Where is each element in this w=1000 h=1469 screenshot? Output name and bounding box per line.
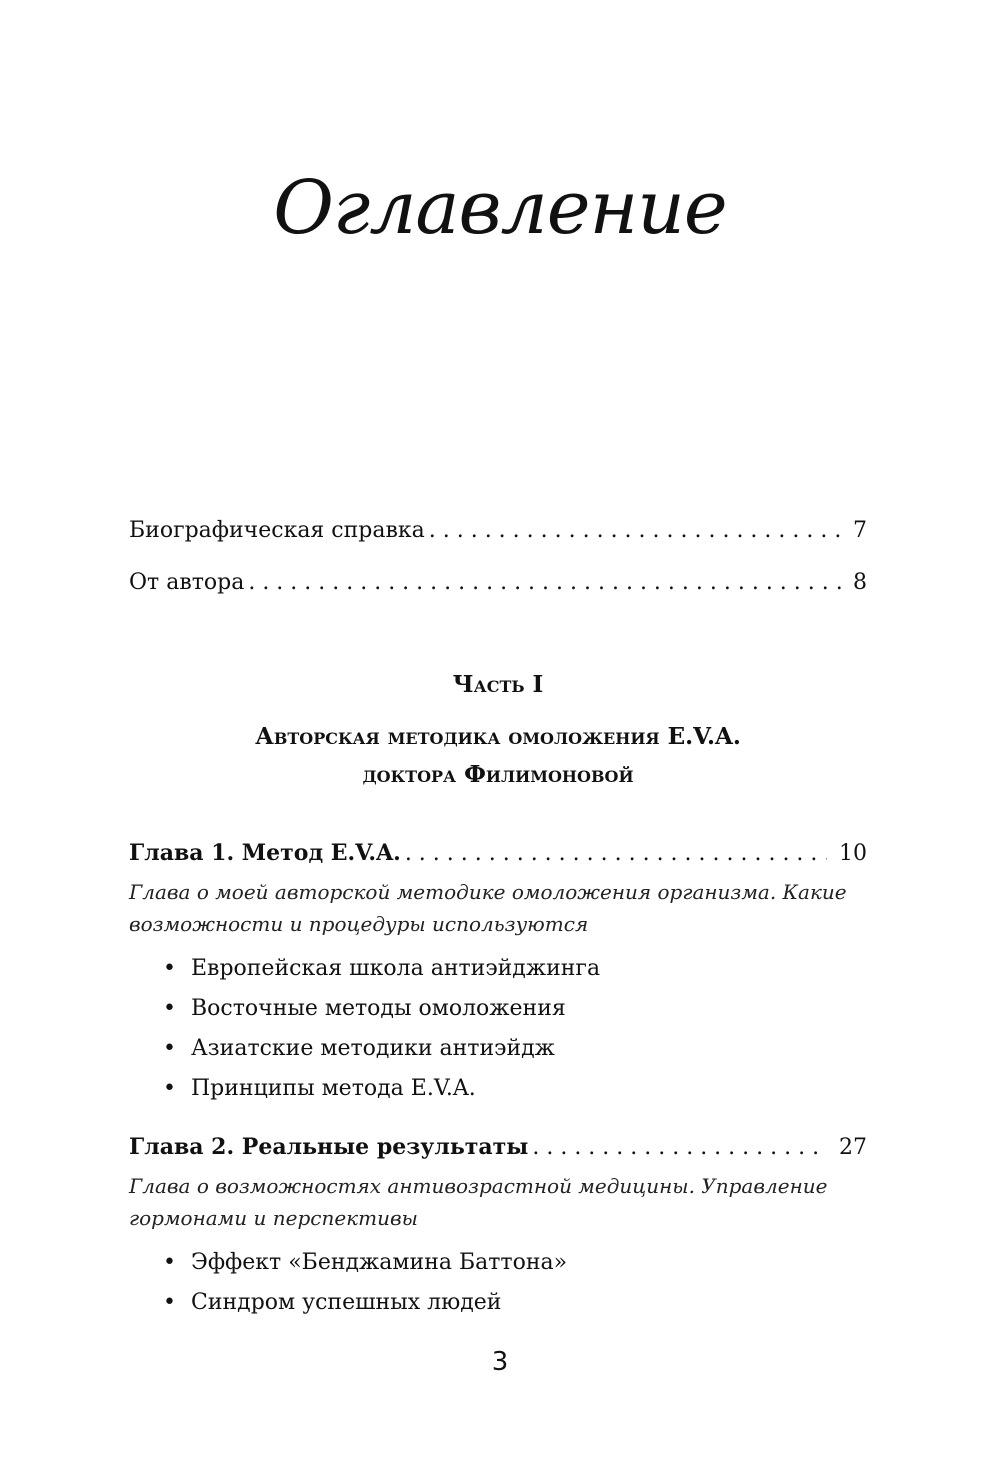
bullet-icon: • — [163, 996, 176, 1021]
list-item-text: Принципы метода E.V.A. — [191, 1076, 476, 1101]
toc-entry-chapter-2[interactable] — [129, 1128, 867, 1166]
list-item-text: Европейская школа антиэйджинга — [191, 956, 601, 981]
chapter-topics — [129, 1244, 867, 1324]
list-item — [129, 1244, 867, 1284]
page-title: Оглавление — [273, 165, 727, 251]
bullet-icon: • — [163, 1076, 176, 1101]
bullet-icon: • — [163, 1250, 176, 1275]
list-item — [129, 1284, 867, 1324]
dot-leader — [248, 560, 849, 606]
list-item-text: Синдром успешных людей — [191, 1290, 502, 1315]
part-label: Часть I — [452, 671, 544, 698]
toc-entry-chapter-1[interactable] — [129, 834, 867, 872]
chapter-title: Глава 1. Метод E.V.A. — [129, 840, 401, 866]
dot-leader — [429, 508, 849, 554]
chapter-description: Глава о моей авторской методике омоложения организма. Какие возможности и процедуры используются — [129, 880, 847, 936]
toc-entry-page: 7 — [853, 518, 867, 543]
chapter-2 — [129, 1128, 867, 1324]
dot-leader — [532, 1129, 827, 1167]
list-item — [129, 1030, 867, 1070]
dot-leader — [405, 835, 827, 873]
list-item-text: Восточные методы омоложения — [191, 996, 566, 1021]
part-heading — [129, 666, 867, 794]
bullet-icon: • — [163, 956, 176, 981]
list-item — [129, 950, 867, 990]
chapter-description: Глава о возможностях антивозрастной медицины. Управление гормонами и перспективы — [129, 1174, 828, 1230]
toc-entry-page: 8 — [853, 570, 867, 595]
toc-entry-biography[interactable] — [129, 508, 867, 560]
chapter-1 — [129, 834, 867, 1110]
toc-entry-label: Биографическая справка — [129, 518, 425, 543]
toc-entry-label: От автора — [129, 570, 245, 595]
chapter-topics — [129, 950, 867, 1110]
chapter-page: 27 — [839, 1135, 867, 1160]
bullet-icon: • — [163, 1036, 176, 1061]
list-item — [129, 990, 867, 1030]
chapter-title: Глава 2. Реальные результаты — [129, 1134, 529, 1160]
bullet-icon: • — [163, 1290, 176, 1315]
toc-entry-from-author[interactable] — [129, 560, 867, 612]
list-item-text: Азиатские методики антиэйдж — [191, 1036, 555, 1061]
list-item — [129, 1070, 867, 1110]
chapter-page: 10 — [839, 841, 867, 866]
page-number: 3 — [491, 1347, 509, 1377]
list-item-text: Эффект «Бенджамина Баттона» — [191, 1250, 568, 1275]
table-of-contents — [129, 508, 867, 1324]
part-title-line-2: доктора Филимоновой — [362, 761, 634, 788]
part-title-line-1: Авторская методика омоложения E.V.A. — [255, 723, 741, 750]
